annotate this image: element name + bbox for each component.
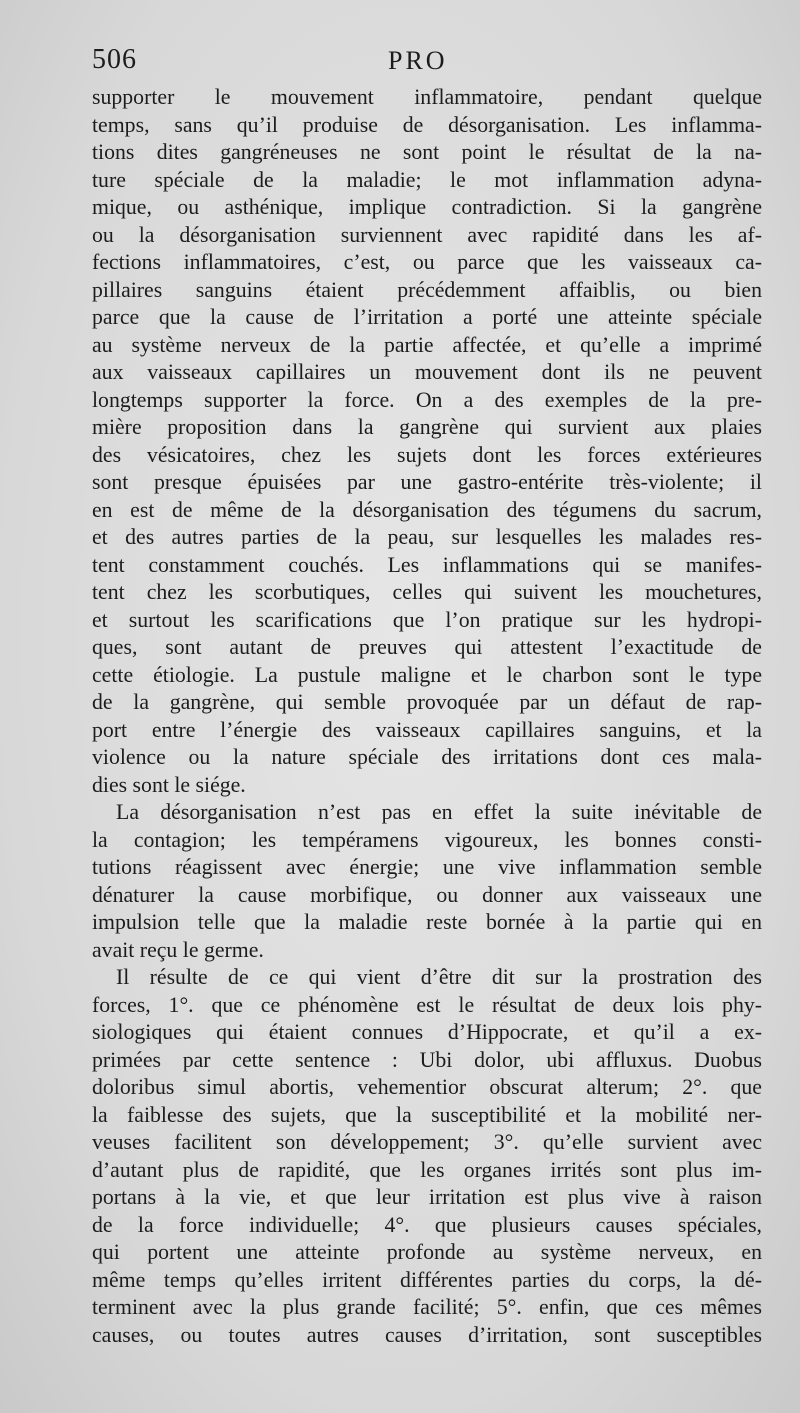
text-line: de la force individuelle; 4°. que plusieurs causes spéciales, [92, 1212, 762, 1237]
text-line: des vésicatoires, chez les sujets dont les forces extérieures [92, 442, 762, 467]
text-line: tions dites gangréneuses ne sont point le résultat de la na- [92, 140, 762, 164]
text-line: aux vaisseaux capillaires un mouvement dont ils ne peuvent [92, 360, 762, 384]
text-line: longtemps supporter la force. On a des exemples de la pre- [92, 387, 762, 412]
text-line: terminent avec la plus grande facilité; 5°. enfin, que ces mêmes [92, 1295, 762, 1319]
text-line: sont presque épuisées par une gastro-entérite très-violente; il [92, 470, 762, 494]
text-line: et surtout les scarifications que l’on pratique sur les hydropi- [92, 607, 762, 632]
text-line: au système nerveux de la partie affectée, et qu’elle a imprimé [92, 332, 762, 357]
text-line: avait reçu le germe. [92, 937, 264, 962]
text-line: cette étiologie. La pustule maligne et le charbon sont le type [92, 662, 762, 687]
text-line: qui portent une atteinte profonde au système nerveux, en [92, 1240, 762, 1264]
text-line: dénaturer la cause morbifique, ou donner aux vaisseaux une [92, 882, 762, 907]
text-line: en est de même de la désorganisation des tégumens du sacrum, [92, 497, 762, 522]
text-line: veuses facilitent son développement; 3°. qu’elle survient avec [92, 1130, 762, 1154]
text-line: portans à la vie, et que leur irritation est plus vive à raison [92, 1185, 762, 1209]
text-line: Il résulte de ce qui vient d’être dit sur la prostration des [116, 965, 762, 989]
text-line: ou la désorganisation surviennent avec rapidité dans les af- [92, 222, 762, 247]
page-number: 506 [92, 44, 137, 75]
text-line: ture spéciale de la maladie; le mot inflammation adyna- [92, 167, 762, 192]
running-head: PRO [388, 46, 448, 75]
text-line: la contagion; les tempéramens vigoureux, les bonnes consti- [92, 827, 762, 852]
text-line: fections inflammatoires, c’est, ou parce que les vaisseaux ca- [92, 250, 762, 274]
text-line: port entre l’énergie des vaisseaux capillaires sanguins, et la [92, 717, 762, 742]
text-line: forces, 1°. que ce phénomène est le résultat de deux lois phy- [92, 992, 762, 1017]
text-line: de la gangrène, qui semble provoquée par un défaut de rap- [92, 690, 762, 714]
text-line: doloribus simul abortis, vehementior obscurat alterum; 2°. que [92, 1075, 762, 1099]
text-line: parce que la cause de l’irritation a porté une atteinte spéciale [92, 305, 762, 329]
page-header [92, 44, 770, 84]
text-line: d’autant plus de rapidité, que les organes irrités sont plus im- [92, 1157, 762, 1182]
text-line: même temps qu’elles irritent différentes parties du corps, la dé- [92, 1267, 762, 1292]
text-line: la faiblesse des sujets, que la susceptibilité et la mobilité ner- [92, 1102, 762, 1127]
text-line: pillaires sanguins étaient précédemment affaiblis, ou bien [92, 277, 762, 302]
text-line: ques, sont autant de preuves qui attestent l’exactitude de [92, 635, 762, 659]
text-line: tent constamment couchés. Les inflammations qui se manifes- [92, 552, 762, 577]
text-line: et des autres parties de la peau, sur lesquelles les malades res- [92, 525, 762, 549]
text-line: dies sont le siége. [92, 772, 246, 797]
text-line: causes, ou toutes autres causes d’irritation, sont susceptibles [92, 1322, 762, 1347]
text-line: primées par cette sentence : Ubi dolor, ubi affluxus. Duobus [92, 1047, 762, 1072]
text-line: mière proposition dans la gangrène qui survient aux plaies [92, 415, 762, 439]
text-line: La désorganisation n’est pas en effet la suite inévitable de [116, 800, 762, 824]
text-line: tutions réagissent avec énergie; une vive inflammation semble [92, 855, 762, 879]
text-line: supporter le mouvement inflammatoire, pendant quelque [92, 85, 762, 109]
text-line: violence ou la nature spéciale des irritations dont ces mala- [92, 745, 762, 769]
text-line: temps, sans qu’il produise de désorganisation. Les inflamma- [92, 112, 762, 137]
text-line: siologiques qui étaient connues d’Hippocrate, et qu’il a ex- [92, 1020, 762, 1044]
text-line: mique, ou asthénique, implique contradiction. Si la gangrène [92, 195, 762, 219]
text-line: impulsion telle que la maladie reste bornée à la partie qui en [92, 910, 762, 934]
body-text [92, 84, 762, 1349]
text-line: tent chez les scorbutiques, celles qui suivent les mouchetures, [92, 580, 762, 604]
